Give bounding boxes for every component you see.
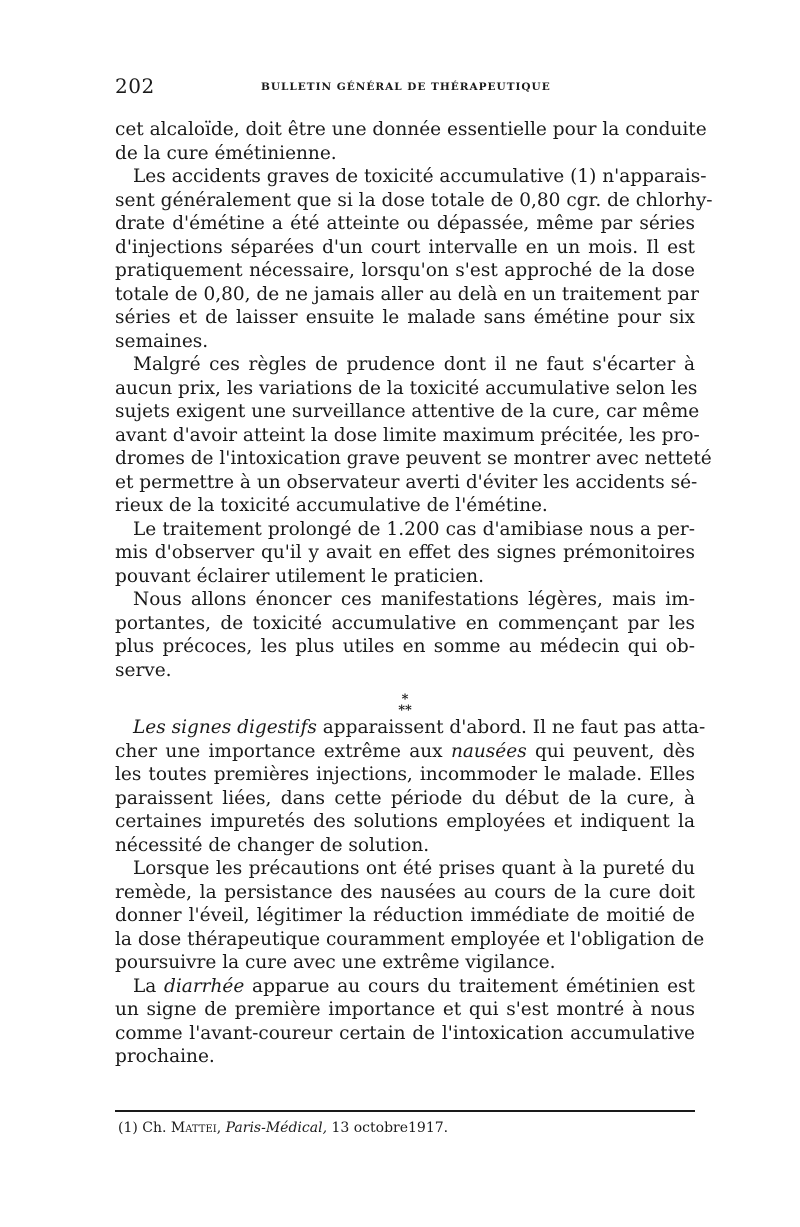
text-line: mis d'observer qu'il y avait en effet des signes prémonitoires bbox=[115, 542, 695, 563]
text-line: Malgré ces règles de prudence dont il ne faut s'écarter à bbox=[133, 354, 695, 375]
footnote-rule bbox=[115, 1110, 695, 1112]
page-number: 202 bbox=[115, 74, 155, 98]
text-line: serve. bbox=[115, 659, 172, 681]
text-line bbox=[115, 740, 695, 764]
text-line: semaines. bbox=[115, 330, 209, 352]
text-line: et permettre à un observateur averti d'éviter les accidents sé- bbox=[115, 471, 698, 493]
text-line: Nous allons énoncer ces manifestations légères, mais im- bbox=[133, 589, 695, 610]
body-text bbox=[115, 118, 713, 1069]
text-line: de la cure émétinienne. bbox=[115, 142, 337, 164]
text-line: nécessité de changer de solution. bbox=[115, 834, 430, 856]
italic-term: nausées bbox=[450, 740, 527, 762]
text-fragment: apparue au cours du traitement émétinien est bbox=[244, 975, 695, 997]
text-line: Lorsque les précautions ont été prises quant à la pureté du bbox=[133, 858, 695, 879]
text-line bbox=[115, 975, 695, 999]
text-fragment: cher une importance extrême aux bbox=[115, 740, 451, 762]
text-line: sent généralement que si la dose totale de 0,80 cgr. de chlorhy- bbox=[115, 189, 713, 211]
footnote-author: Mattei, bbox=[170, 1120, 222, 1136]
asterism-divider bbox=[115, 682, 695, 716]
text-line: sujets exigent une surveillance attentive de la cure, car même bbox=[115, 401, 700, 422]
text-line: un signe de première importance et qui s'est montré à nous bbox=[115, 999, 695, 1020]
text-line: totale de 0,80, de ne jamais aller au delà en un traitement par bbox=[115, 283, 699, 305]
text-line: pratiquement nécessaire, lorsqu'on s'est approché de la dose bbox=[115, 260, 695, 281]
text-line: d'injections séparées d'un court intervalle en un mois. Il est bbox=[115, 236, 695, 258]
text-line: dromes de l'intoxication grave peuvent se montrer avec netteté bbox=[115, 448, 712, 469]
text-line: poursuivre la cure avec une extrême vigilance. bbox=[115, 952, 556, 973]
text-line: certaines impuretés des solutions employées et indiquent la bbox=[115, 811, 695, 832]
asterism-bottom: ** bbox=[398, 703, 412, 718]
asterism-top: * bbox=[401, 692, 409, 707]
text-line: aucun prix, les variations de la toxicité accumulative selon les bbox=[115, 377, 698, 399]
footnote bbox=[118, 1120, 448, 1136]
text-line: prochaine. bbox=[115, 1046, 215, 1067]
text-line bbox=[115, 716, 706, 740]
text-line: comme l'avant-coureur certain de l'intoxication accumulative bbox=[115, 1022, 695, 1044]
text-line: paraissent liées, dans cette période du début de la cure, à bbox=[115, 787, 695, 809]
text-line: pouvant éclairer utilement le praticien. bbox=[115, 565, 484, 587]
italic-term: Les signes digestifs bbox=[133, 717, 317, 738]
text-line: plus précoces, les plus utiles en somme au médecin qui ob- bbox=[115, 636, 695, 657]
italic-term: diarrhée bbox=[164, 975, 245, 997]
text-line: cet alcaloïde, doit être une donnée essentielle pour la conduite bbox=[115, 119, 707, 140]
page-header bbox=[115, 74, 695, 104]
text-line: drate d'émétine a été atteinte ou dépassée, même par séries bbox=[115, 213, 695, 234]
text-line: portantes, de toxicité accumulative en commençant par les bbox=[115, 612, 695, 634]
text-line: rieux de la toxicité accumulative de l'émétine. bbox=[115, 495, 548, 516]
footnote-journal: Paris-Médical, bbox=[225, 1120, 328, 1136]
footnote-marker: (1) Ch. bbox=[118, 1120, 167, 1136]
text-fragment: apparaissent d'abord. Il ne faut pas atta- bbox=[316, 717, 706, 738]
text-line: remède, la persistance des nausées au cours de la cure doit bbox=[115, 881, 695, 903]
text-line: les toutes premières injections, incommoder le malade. Elles bbox=[115, 764, 695, 785]
text-line: donner l'éveil, légitimer la réduction immédiate de moitié de bbox=[115, 905, 695, 926]
text-fragment: La bbox=[133, 975, 165, 997]
footnote-date: 13 octobre1917. bbox=[331, 1120, 449, 1136]
running-head: BULLETIN GÉNÉRAL DE THÉRAPEUTIQUE bbox=[261, 81, 551, 93]
text-line: avant d'avoir atteint la dose limite maximum précitée, les pro- bbox=[115, 424, 700, 446]
text-line: Les accidents graves de toxicité accumulative (1) n'apparais- bbox=[133, 166, 707, 187]
text-line: Le traitement prolongé de 1.200 cas d'amibiase nous a per- bbox=[133, 518, 695, 540]
text-fragment: qui peuvent, dès bbox=[526, 740, 695, 762]
text-line: la dose thérapeutique couramment employée et l'obligation de bbox=[115, 928, 705, 950]
text-line: séries et de laisser ensuite le malade sans émétine pour six bbox=[115, 307, 695, 328]
